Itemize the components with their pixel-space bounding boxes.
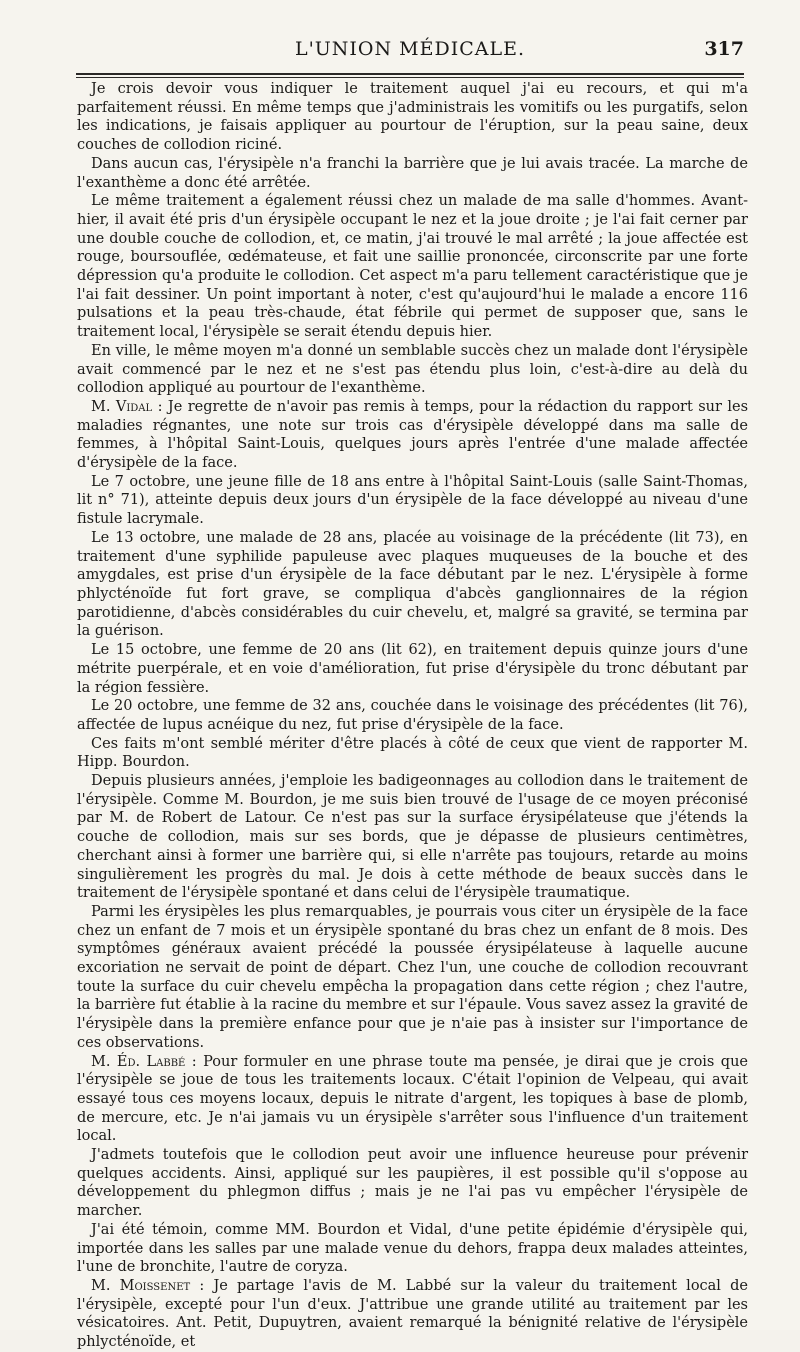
paragraph xyxy=(77,1146,748,1221)
journal-title: L'UNION MÉDICALE. xyxy=(294,38,526,60)
paragraph-text: Pour formuler en une phrase toute ma pensée, je dirai que je crois que l'érysipèle se joue de tous les traitements locaux. C'était l'opinion de Velpeau, qui avait essayé tous ces moyens locaux, depuis le nitrate d'argent, les topiques à base de plomb, de mercure, etc. Je n'ai jamais vu un érysipèle s'arrêter sous l'influence d'un traitement local. xyxy=(77,1053,748,1145)
paragraph xyxy=(77,473,748,529)
speaker-name: M. Moissenet : xyxy=(91,1278,205,1294)
paragraph-text: Dans aucun cas, l'érysipèle n'a franchi la barrière que je lui avais tracée. La marche de l'exanthème a donc été arrêtée. xyxy=(77,155,748,191)
paragraph xyxy=(77,529,748,641)
paragraph-text: Le même traitement a également réussi chez un malade de ma salle d'hommes. Avant-hier, il avait été pris d'un érysipèle occupant le nez et la joue droite ; je l'ai fait cerner par une double couche de collodion, et, ce matin, j'ai trouvé le mal arrêté ; la joue affectée est rouge, boursouflée, œdémateuse, et fait une saillie prononcée, circonscrite par une forte dépression qu'a produite le collodion. Cet aspect m'a paru tellement caractéristique que je l'ai fait dessiner. Un point important à noter, c'est qu'aujourd'hui le malade a encore 116 pulsations et la peau très-chaude, état fébrile qui permet de supposer que, sans le traitement local, l'érysipèle se serait étendu depuis hier. xyxy=(77,193,748,341)
paragraph xyxy=(77,80,748,155)
paragraph-text: Ces faits m'ont semblé mériter d'être placés à côté de ceux que vient de rapporter M. Hipp. Bourdon. xyxy=(77,735,748,771)
paragraph xyxy=(77,735,748,772)
article-body xyxy=(77,80,748,1352)
paragraph-text: Le 15 octobre, une femme de 20 ans (lit 62), en traitement depuis quinze jours d'une métrite puerpérale, et en voie d'amélioration, fut prise d'érysipèle du tronc débutant par la région fessière. xyxy=(77,642,748,696)
running-header xyxy=(76,38,744,66)
paragraph xyxy=(77,772,748,903)
paragraph xyxy=(77,1277,748,1352)
paragraph xyxy=(77,641,748,697)
paragraph-text: Je crois devoir vous indiquer le traitement auquel j'ai eu recours, et qui m'a parfaitement réussi. En même temps que j'administrais les vomitifs ou les purgatifs, selon les indications, je faisais appliquer au pourtour de l'éruption, sur la peau saine, deux couches de collodion riciné. xyxy=(77,81,748,154)
speaker-name: M. Vidal : xyxy=(91,398,163,415)
paragraph-text: Je regrette de n'avoir pas remis à temps, pour la rédaction du rapport sur les maladies régnantes, une note sur trois cas d'érysipèle développé dans ma salle de femmes, à l'hôpital Saint-Louis, quelques jours après l'entrée d'une malade affectée d'érysipèle de la face. xyxy=(77,398,749,472)
paragraph-text: Depuis plusieurs années, j'emploie les badigeonnages au collodion dans le traitement de l'érysipèle. Comme M. Bourdon, je me suis bien trouvé de l'usage de ce moyen préconisé par M. de Robert de Latour. Ce n'est pas sur la surface érysipélateuse que j'étends la couche de collodion, mais sur ses bords, que je dépasse de plusieurs centimètres, cherchant ainsi à former une barrière qui, si elle n'arrête pas toujours, retarde au moins singulièrement les progrès du mal. Je dois à cette méthode de beaux succès dans le traitement de l'érysipèle spontané et dans celui de l'érysipèle traumatique. xyxy=(77,773,748,902)
paragraph xyxy=(77,697,748,734)
paragraph xyxy=(77,1221,748,1277)
paragraph-text: Parmi les érysipèles les plus remarquables, je pourrais vous citer un érysipèle de la face chez un enfant de 7 mois et un érysipèle spontané du bras chez un enfant de 8 mois. Des symptômes généraux avaient précédé la poussée érysipélateuse à laquelle aucune excoriation ne servait de point de départ. Chez l'un, une couche de collodion recouvrant toute la surface du cuir chevelu empêcha la propagation dans cette région ; chez l'autre, la barrière fut établie à la racine du membre et sur l'épaule. Vous savez assez la gravité de l'érysipèle dans la première enfance pour que je n'aie pas à insister sur l'importance de ces observations. xyxy=(77,903,748,1051)
paragraph-text: J'ai été témoin, comme MM. Bourdon et Vidal, d'une petite épidémie d'érysipèle qui, importée dans les salles par une malade venue du dehors, frappa deux malades atteintes, l'une de bronchite, l'autre de coryza. xyxy=(77,1221,748,1276)
speaker-name: M. Éd. Labbé : xyxy=(91,1053,197,1070)
page-number: 317 xyxy=(704,38,744,60)
header-rule xyxy=(76,73,744,75)
paragraph-text: Le 7 octobre, une jeune fille de 18 ans entre à l'hôpital Saint-Louis (salle Saint-Thomas, lit n° 71), atteinte depuis deux jours d'un érysipèle de la face développé au niveau d'une fistule lacrymale. xyxy=(77,473,748,528)
paragraph-text: En ville, le même moyen m'a donné un semblable succès chez un malade dont l'érysipèle avait commencé par le nez et ne s'est pas étendu plus loin, c'est-à-dire au delà du collodion appliqué au pourtour de l'exanthème. xyxy=(77,342,748,397)
paragraph-text: Le 20 octobre, une femme de 32 ans, couchée dans le voisinage des précédentes (lit 76), affectée de lupus acnéique du nez, fut prise d'érysipèle de la face. xyxy=(77,698,748,733)
paragraph xyxy=(77,398,748,473)
paragraph xyxy=(77,155,748,192)
paragraph-text: Le 13 octobre, une malade de 28 ans, placée au voisinage de la précédente (lit 73), en traitement d'une syphilide papuleuse avec plaques muqueuses de la bouche et des amygdales, est prise d'un érysipèle de la face débutant par le nez. L'érysipèle à forme phlycténoïde fut fort grave, se compliqua d'abcès ganglionnaires de la région parotidienne, d'abcès considérables du cuir chevelu, et, malgré sa gravité, se termina par la guérison. xyxy=(77,529,748,640)
paragraph-text: Je partage l'avis de M. Labbé sur la valeur du traitement local de l'érysipèle, excepté pour l'un d'eux. J'attribue une grande utilité au traitement par les vésicatoires. Ant. Petit, Dupuytren, avaient remarqué la bénignité relative de l'érysipèle phlycténoïde, et xyxy=(77,1278,748,1351)
paragraph xyxy=(77,1053,748,1147)
header-rule-thin xyxy=(76,77,744,78)
paragraph xyxy=(77,903,748,1053)
paragraph xyxy=(77,192,748,342)
paragraph xyxy=(77,342,748,398)
paragraph-text: J'admets toutefois que le collodion peut avoir une influence heureuse pour prévenir quelques accidents. Ainsi, appliqué sur les paupières, il est possible qu'il s'oppose au développement du phlegmon diffus ; mais je ne l'ai pas vu empêcher l'érysipèle de marcher. xyxy=(77,1147,748,1220)
